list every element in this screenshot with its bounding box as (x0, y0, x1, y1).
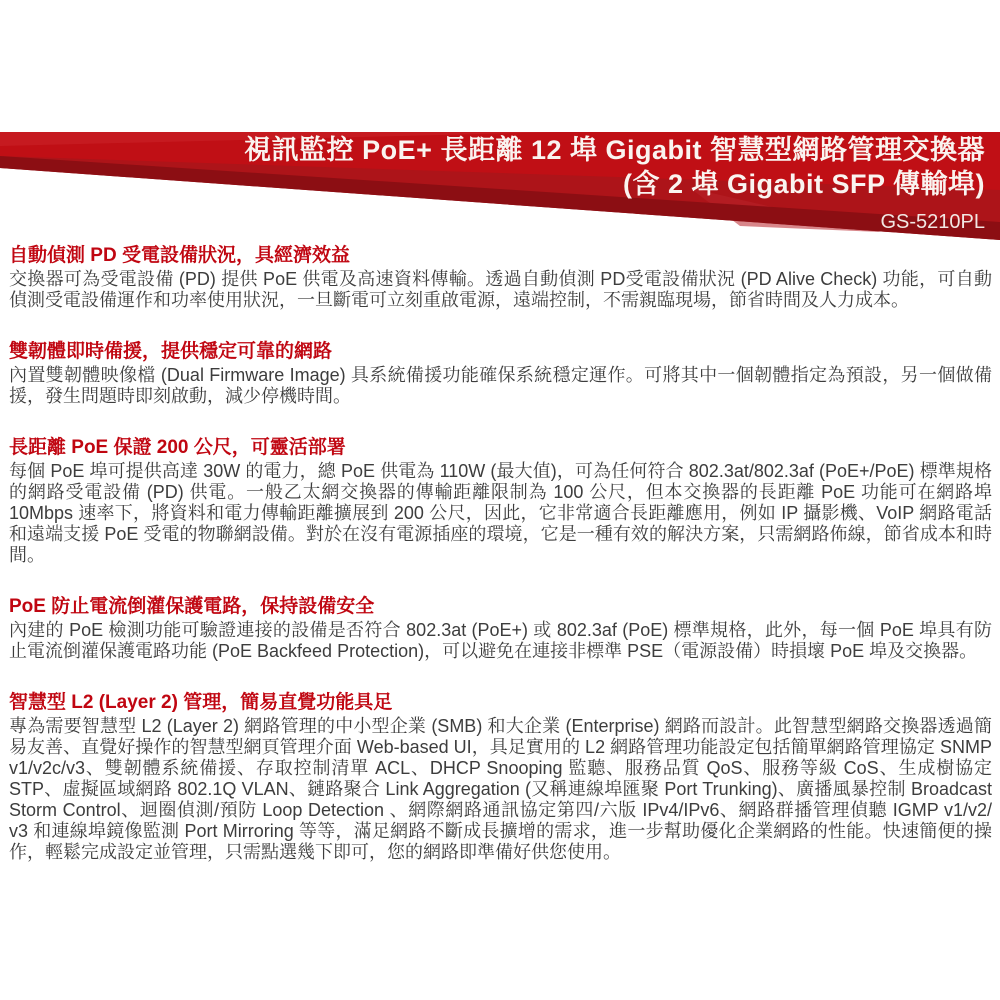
section-body: 每個 PoE 埠可提供高達 30W 的電力，總 PoE 供電為 110W (最大值)，可為任何符合 802.3at/802.3af (PoE+/PoE) 標準規格的網路受電設備 (PD) 供電。一般乙太網交換器的傳輸距離限制為 100 公尺，但本交換器的長距離 PoE 功能可在網路埠 10Mbps 速率下，將資料和電力傳輸距離擴展到 200 公尺，因此，它非常適合長距離應用，例如 IP 攝影機、VoIP 網路電話和遠端支援 PoE 受電的物聯網設備。對於在沒有電源插座的環境，它是一種有效的解決方案，只需網路佈線，節省成本和時間。 (9, 461, 992, 565)
banner-text-block (244, 133, 985, 234)
section-l2-management (9, 692, 992, 863)
section-dual-firmware (9, 341, 992, 407)
banner-title-line2: (含 2 埠 Gigabit SFP 傳輸埠) (622, 169, 985, 199)
section-heading: 智慧型 L2 (Layer 2) 管理，簡易直覺功能具足 (9, 692, 393, 713)
section-poe-backfeed-protection (9, 596, 992, 662)
product-model: GS-5210PL (880, 211, 985, 233)
section-body: 專為需要智慧型 L2 (Layer 2) 網路管理的中小型企業 (SMB) 和大企業 (Enterprise) 網路而設計。此智慧型網路交換器透過簡易友善、直覺好操作的智慧型網頁管理介面 Web-based UI，具足實用的 L2 網路管理功能設定包括簡單網路管理協定 SNMP v1/v2c/v3、雙韌體系統備援、存取控制清單 ACL、DHCP Snooping 監聽、服務品質 QoS、服務等級 CoS、生成樹協定 STP、虛擬區域網路 802.1Q VLAN、鏈路聚合 Link Aggregation (又稱連線埠匯聚 Port Trunking)、廣播風暴控制 Broadcast Storm Control、迴圈偵測/預防 Loop Detection 、網際網路通訊協定第四/六版 IPv4/IPv6、網路群播管理偵聽 IGMP v1/v2/ v3 和連線埠鏡像監測 Port Mirroring 等等，滿足網路不斷成長擴增的需求，進一步幫助優化企業網路的性能。快速簡便的操作，輕鬆完成設定並管理，只需點選幾下即可，您的網路即準備好供您使用。 (9, 716, 992, 862)
section-pd-alive-check (9, 245, 992, 311)
section-body: 內建的 PoE 檢測功能可驗證連接的設備是否符合 802.3at (PoE+) 或 802.3af (PoE) 標準規格，此外，每一個 PoE 埠具有防止電流倒灌保護電路功能 (PoE Backfeed Protection)，可以避免在連接非標準 PSE（電源設備）時損壞 PoE 埠及交換器。 (9, 620, 992, 661)
section-heading: 長距離 PoE 保證 200 公尺，可靈活部署 (9, 437, 346, 458)
section-heading: PoE 防止電流倒灌保護電路，保持設備安全 (9, 596, 375, 617)
section-body: 交換器可為受電設備 (PD) 提供 PoE 供電及高速資料傳輸。透過自動偵測 PD受電設備狀況 (PD Alive Check) 功能，可自動偵測受電設備運作和功率使用狀況，一旦斷電可立刻重啟電源，遠端控制，不需親臨現場，節省時間及人力成本。 (9, 269, 992, 310)
section-body: 內置雙韌體映像檔 (Dual Firmware Image) 具系統備援功能確保系統穩定運作。可將其中一個韌體指定為預設，另一個做備援，發生問題時即刻啟動，減少停機時間。 (9, 365, 992, 406)
section-long-reach-poe (9, 437, 992, 566)
section-heading: 雙韌體即時備援，提供穩定可靠的網路 (9, 341, 333, 362)
section-heading: 自動偵測 PD 受電設備狀況，具經濟效益 (9, 245, 350, 266)
feature-sections (9, 245, 992, 863)
banner-title-line1: 視訊監控 PoE+ 長距離 12 埠 Gigabit 智慧型網路管理交換器 (244, 135, 985, 165)
banner (0, 132, 1000, 244)
